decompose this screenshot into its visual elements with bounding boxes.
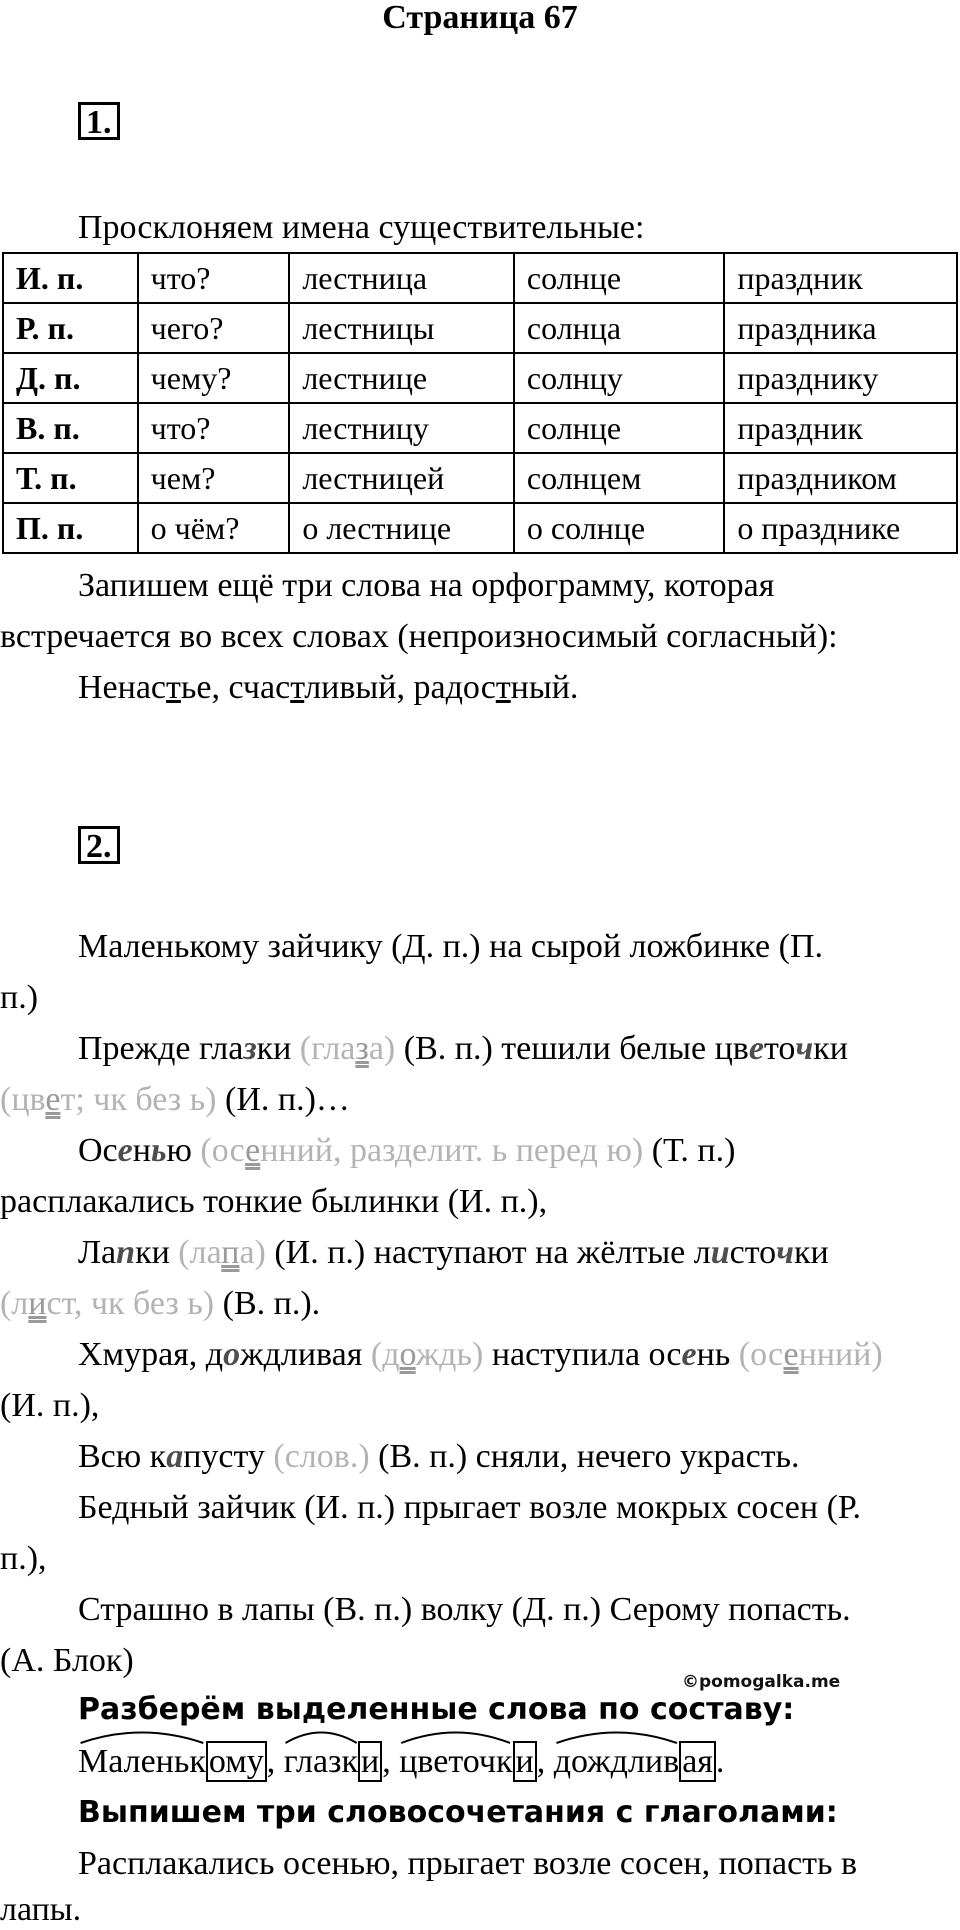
word-form-cell: солнцу [514,353,724,403]
parsed-word: дождлив [554,1742,679,1782]
poem-line: п.), [0,1540,47,1577]
phrases-line: лапы. [0,1891,82,1928]
hint-text: (лист, чк без ь) [0,1285,215,1322]
hint-text: (глаза) [299,1030,396,1067]
case-cell: В. п. [3,403,138,453]
word-form-cell: лестница [289,253,514,303]
ending-box: и [358,1741,382,1782]
word-form-cell: праздником [724,453,957,503]
declension-row [3,403,957,453]
ending-box: ому [206,1741,267,1782]
word-form-cell: о лестнице [289,503,514,553]
task-2-number: 2. [78,826,120,864]
declension-row [3,303,957,353]
page-title: Страница 67 [382,0,578,36]
case-cell: Р. п. [3,303,138,353]
poem-line: Прежде глазки (глаза) (В. п.) тешили белые цветочки [78,1030,848,1067]
root-arc-icon [399,1728,512,1744]
ending-box: и [513,1741,537,1782]
question-cell: чем? [138,453,290,503]
word-form-cell: солнца [514,303,724,353]
declension-row [3,453,957,503]
word-form-cell: лестницы [289,303,514,353]
task-1-number: 1. [78,102,120,140]
question-cell: чему? [138,353,290,403]
question-cell: о чём? [138,503,290,553]
task-1-example-words: Ненастье, счастливый, радостный. [78,669,579,706]
declension-row [3,503,957,553]
case-cell: Д. п. [3,353,138,403]
underlined-letter: т [166,669,181,706]
poem-line: расплакались тонкие былинки (И. п.), [0,1183,548,1220]
hint-text: (осенний, разделит. ь перед ю) [200,1132,644,1169]
parsed-word: Маленьк [78,1742,206,1782]
parse-heading: Разберём выделенные слова по составу: [78,1692,795,1727]
poem-line: (цвет; чк без ь) (И. п.)… [0,1081,350,1118]
phrases-line: Расплакались осенью, прыгает возле сосен, попасть в [78,1845,858,1882]
word-form-cell: солнцем [514,453,724,503]
ending-box: ая [679,1741,716,1782]
word-form-cell: праздника [724,303,957,353]
watermark: ©pomogalka.me [682,1672,841,1692]
word-form-cell: о солнце [514,503,724,553]
poem-line: Хмурая, дождливая (дождь) наступила осень (осенний) [78,1336,883,1373]
task-1-note-line2: встречается во всех словах (непроизносимый согласный): [0,618,838,655]
phrases-heading: Выпишем три словосочетания с глаголами: [78,1795,838,1830]
word-form-cell: лестницей [289,453,514,503]
root-arc-icon [554,1728,679,1744]
word-form-cell: о празднике [724,503,957,553]
case-cell: И. п. [3,253,138,303]
word-form-cell: праздник [724,403,957,453]
case-cell: П. п. [3,503,138,553]
root-arc-icon [78,1728,206,1744]
poem-line: (И. п.), [0,1387,100,1424]
poem-line: Всю капусту (слов.) (В. п.) сняли, нечего украсть. [78,1438,800,1475]
task-1-intro: Просклоняем имена существительные: [78,209,645,246]
question-cell: что? [138,403,290,453]
parsed-word: цветочк [399,1742,512,1782]
declension-row [3,253,957,303]
hint-text: (лапа) [178,1234,266,1271]
word-form-cell: праздник [724,253,957,303]
case-cell: Т. п. [3,453,138,503]
underlined-letter: т [495,669,511,706]
declension-row [3,353,957,403]
poem-line: Осенью (осенний, разделит. ь перед ю) (Т. п.) [78,1132,736,1169]
poem-line: (лист, чк без ь) (В. п.). [0,1285,321,1322]
parsed-word: глазк [284,1742,358,1782]
poem-line: п.) [0,979,39,1016]
hint-text: (слов.) [273,1438,370,1475]
poem-author: (А. Блок) [0,1642,134,1679]
question-cell: что? [138,253,290,303]
hint-text: (осенний) [738,1336,883,1373]
word-form-cell: празднику [724,353,957,403]
poem-line: Бедный зайчик (И. п.) прыгает возле мокрых сосен (Р. [78,1489,862,1526]
word-form-cell: солнце [514,253,724,303]
underlined-letter: т [290,669,305,706]
word-form-cell: лестнице [289,353,514,403]
poem-line: Лапки (лапа) (И. п.) наступают на жёлтые листочки [78,1234,829,1271]
word-form-cell: солнце [514,403,724,453]
task-1-note-line1: Запишем ещё три слова на орфограмму, которая [78,567,775,604]
morpheme-parse: Маленькому, глазки, цветочки, дождливая. [78,1742,724,1782]
hint-text: (дождь) [370,1336,484,1373]
poem-line: Страшно в лапы (В. п.) волку (Д. п.) Серому попасть. [78,1591,851,1628]
declension-table [2,252,958,554]
hint-text: (цвет; чк без ь) [0,1081,217,1118]
word-form-cell: лестницу [289,403,514,453]
poem-line: Маленькому зайчику (Д. п.) на сырой ложбинке (П. [78,928,824,965]
root-arc-icon [284,1728,358,1744]
question-cell: чего? [138,303,290,353]
